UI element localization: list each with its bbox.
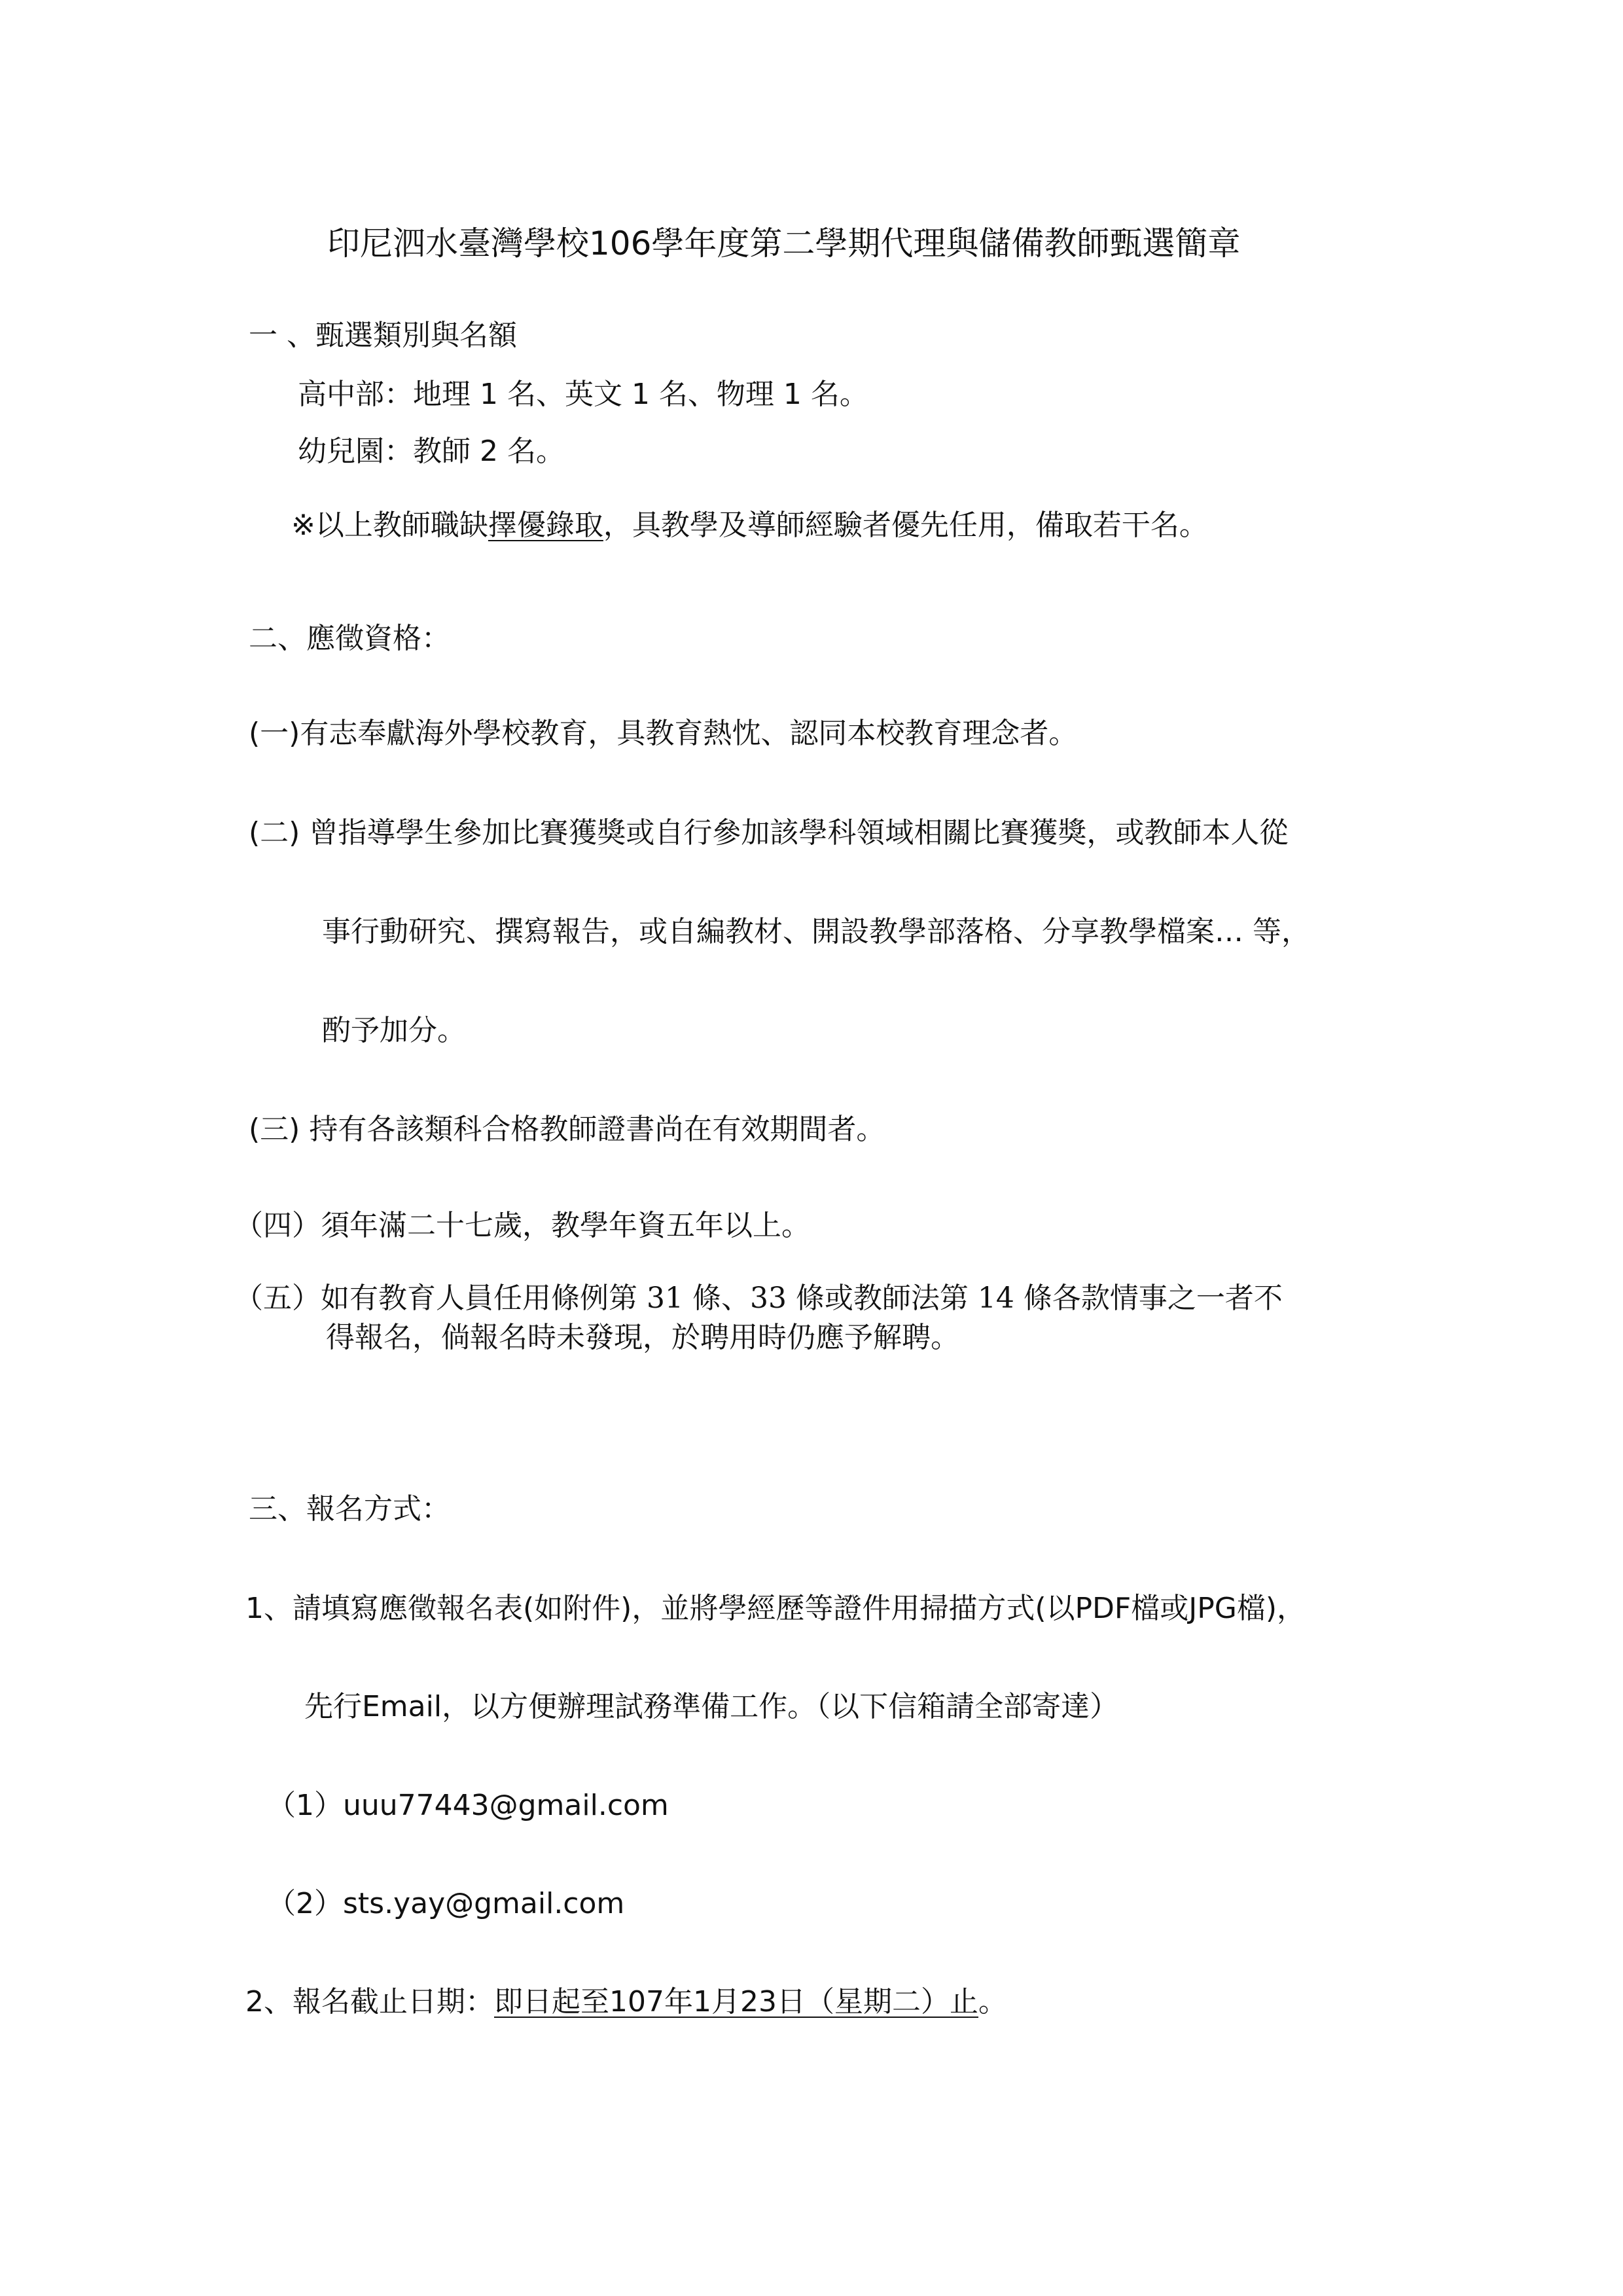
qualification-item4: （四）須年滿二十七歲，教學年資五年以上。 bbox=[234, 1209, 810, 1242]
qualification-item3: (三) 持有各該類科合格教師證書尚在有效期間者。 bbox=[249, 1113, 885, 1146]
note-underlined: 擇優錄取 bbox=[488, 509, 603, 542]
qualification-item5-line1: （五）如有教育人員任用條例第 31 條、33 條或教師法第 14 條各款情事之一者不 bbox=[234, 1282, 1283, 1315]
qualification-item2-line2: 事行動研究、撰寫報告，或自編教材、開設教學部落格、分享教學檔案… 等， bbox=[322, 915, 1310, 948]
section2-heading: 二、應徵資格： bbox=[249, 622, 450, 655]
deadline-date: 即日起至107年1月23日（星期二）止 bbox=[494, 1985, 978, 2018]
application-deadline bbox=[245, 1985, 1007, 2020]
section3-heading: 三、報名方式： bbox=[249, 1492, 450, 1526]
note-suffix: ，具教學及導師經驗者優先任用，備取若干名。 bbox=[603, 509, 1208, 542]
document-title: 印尼泗水臺灣學校106學年度第二學期代理與儲備教師甄選簡章 bbox=[327, 224, 1241, 262]
qualification-item2-line3: 酌予加分。 bbox=[322, 1014, 466, 1047]
deadline-prefix: 2、報名截止日期： bbox=[245, 1985, 494, 2018]
qualification-item2-line1: (二) 曾指導學生參加比賽獲獎或自行參加該學科領域相關比賽獲獎，或教師本人從 bbox=[249, 816, 1289, 850]
application-step1-line2: 先行Email，以方便辦理試務準備工作。（以下信箱請全部寄達） bbox=[304, 1690, 1119, 1723]
qualification-item5-line2: 得報名，倘報名時未發現，於聘用時仍應予解聘。 bbox=[326, 1321, 959, 1354]
section1-heading: 一 、甄選類別與名額 bbox=[249, 319, 517, 352]
selection-note bbox=[291, 509, 1208, 543]
note-prefix: ※以上教師職缺 bbox=[291, 509, 488, 542]
deadline-suffix: 。 bbox=[978, 1985, 1007, 2018]
qualification-item1: (一)有志奉獻海外學校教育，具教育熱忱、認同本校教育理念者。 bbox=[249, 717, 1078, 750]
kindergarten-quota: 幼兒園：教師 2 名。 bbox=[298, 435, 565, 468]
email-address-1: （1）uuu77443@gmail.com bbox=[267, 1789, 669, 1822]
high-school-quota: 高中部：地理 1 名、英文 1 名、物理 1 名。 bbox=[298, 378, 868, 411]
email-address-2: （2）sts.yay@gmail.com bbox=[267, 1887, 625, 1920]
application-step1-line1: 1、請填寫應徵報名表(如附件)，並將學經歷等證件用掃描方式(以PDF檔或JPG檔)， bbox=[245, 1592, 1306, 1625]
